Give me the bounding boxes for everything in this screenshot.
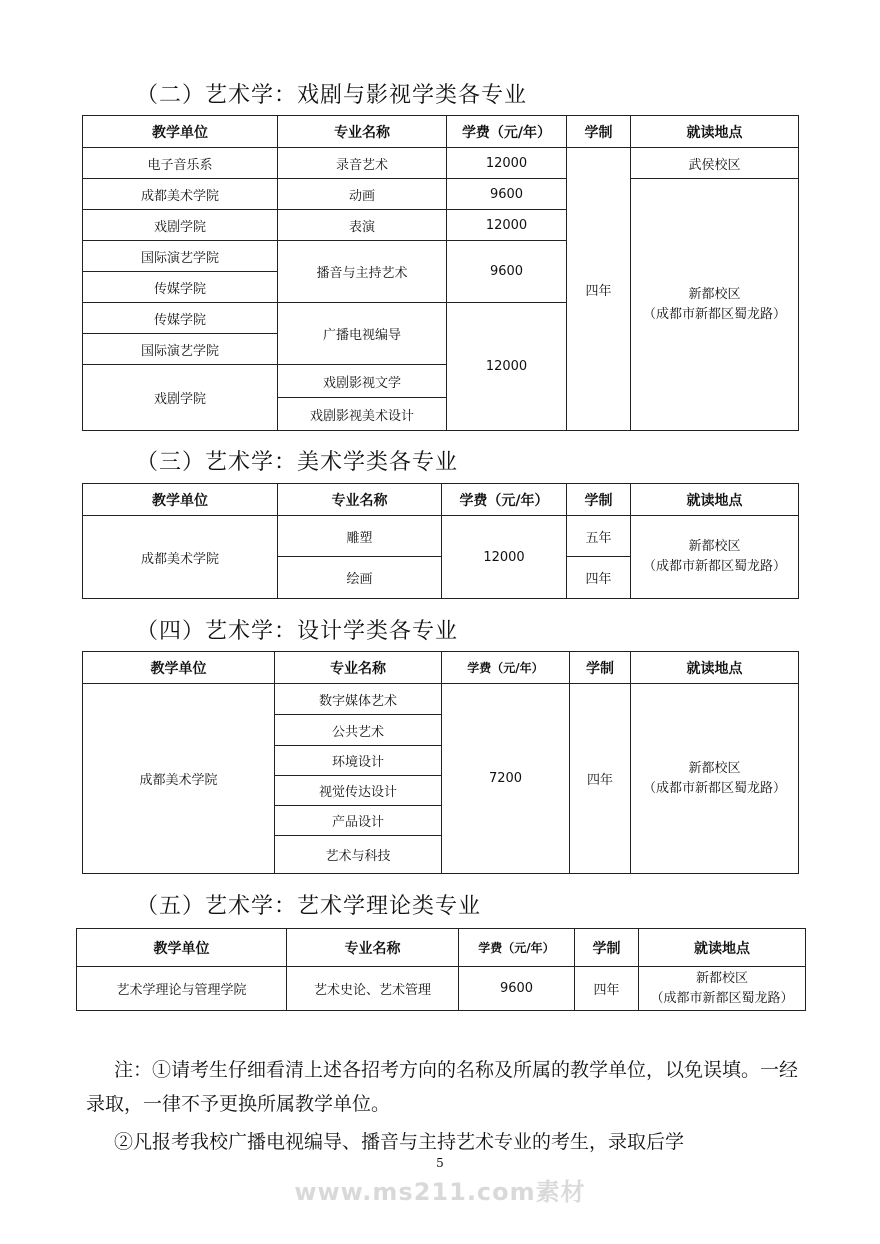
header-duration: 学制 <box>567 116 631 148</box>
header-location: 就读地点 <box>631 652 799 684</box>
location-name: 新都校区 <box>695 970 748 986</box>
header-major: 专业名称 <box>287 929 459 967</box>
duration-cell: 四年 <box>570 684 631 874</box>
fee-cell: 12000 <box>442 516 567 599</box>
fee-cell: 9600 <box>447 241 567 303</box>
location-address: （成都市新都区蜀龙路） <box>650 990 794 1006</box>
note-paragraph: ②凡报考我校广播电视编导、播音与主持艺术专业的考生，录取后学 <box>114 1131 685 1153</box>
major-cell: 公共艺术 <box>275 715 442 746</box>
unit-cell: 国际演艺学院 <box>83 334 278 365</box>
location-cell <box>639 967 806 1011</box>
major-cell: 数字媒体艺术 <box>275 684 442 715</box>
header-major: 专业名称 <box>275 652 442 684</box>
header-duration: 学制 <box>570 652 631 684</box>
unit-cell: 传媒学院 <box>83 303 278 334</box>
fine-arts-table <box>82 483 799 599</box>
unit-cell: 艺术学理论与管理学院 <box>77 967 287 1011</box>
location-name: 新都校区 <box>688 539 741 554</box>
major-cell: 视觉传达设计 <box>275 776 442 806</box>
design-table <box>82 651 799 874</box>
location-address: （成都市新都区蜀龙路） <box>642 306 786 322</box>
header-unit: 教学单位 <box>83 116 278 148</box>
fee-cell: 9600 <box>447 179 567 210</box>
unit-cell: 国际演艺学院 <box>83 241 278 272</box>
major-cell: 雕塑 <box>278 516 442 557</box>
duration-cell: 四年 <box>567 557 631 599</box>
location-cell <box>631 684 799 874</box>
notes <box>86 1053 798 1159</box>
header-fee: 学费（元/年） <box>442 484 567 516</box>
major-cell: 环境设计 <box>275 746 442 776</box>
watermark: www.ms211.com素材 <box>294 1178 586 1206</box>
major-cell: 播音与主持艺术 <box>278 241 447 303</box>
unit-cell: 成都美术学院 <box>83 516 278 599</box>
fee-cell: 7200 <box>442 684 570 874</box>
section-title: （五）艺术学：艺术学理论类专业 <box>136 894 482 919</box>
major-cell: 绘画 <box>278 557 442 599</box>
location-name: 新都校区 <box>688 286 741 302</box>
page-number: 5 <box>436 1156 444 1170</box>
header-major: 专业名称 <box>278 484 442 516</box>
major-cell: 艺术与科技 <box>275 836 442 874</box>
major-cell: 动画 <box>278 179 447 210</box>
location-address: （成都市新都区蜀龙路） <box>642 559 786 574</box>
header-unit: 教学单位 <box>83 652 275 684</box>
header-fee: 学费（元/年） <box>442 652 570 684</box>
note-paragraph: 注：①请考生仔细看清上述各招考方向的名称及所属的教学单位，以免误填。一经录取，一律不予更换所属教学单位。 <box>86 1059 799 1115</box>
duration-cell: 四年 <box>575 967 639 1011</box>
major-cell: 戏剧影视文学 <box>278 365 447 398</box>
location-cell <box>631 179 799 431</box>
fee-cell: 9600 <box>459 967 575 1011</box>
header-duration: 学制 <box>575 929 639 967</box>
duration-cell: 五年 <box>567 516 631 557</box>
major-cell: 录音艺术 <box>278 148 447 179</box>
location-address: （成都市新都区蜀龙路） <box>642 780 786 796</box>
major-cell: 表演 <box>278 210 447 241</box>
section-title: （四）艺术学：设计学类各专业 <box>136 619 459 644</box>
duration-cell: 四年 <box>567 148 631 431</box>
major-cell: 产品设计 <box>275 806 442 836</box>
major-cell: 艺术史论、艺术管理 <box>287 967 459 1011</box>
location-name: 新都校区 <box>688 760 741 776</box>
header-unit: 教学单位 <box>77 929 287 967</box>
header-fee: 学费（元/年） <box>447 116 567 148</box>
header-major: 专业名称 <box>278 116 447 148</box>
art-theory-table <box>76 928 806 1011</box>
fee-cell: 12000 <box>447 210 567 241</box>
unit-cell: 传媒学院 <box>83 272 278 303</box>
header-location: 就读地点 <box>631 116 799 148</box>
header-location: 就读地点 <box>631 484 799 516</box>
unit-cell: 戏剧学院 <box>83 210 278 241</box>
header-location: 就读地点 <box>639 929 806 967</box>
fee-cell: 12000 <box>447 148 567 179</box>
unit-cell: 成都美术学院 <box>83 684 275 874</box>
header-unit: 教学单位 <box>83 484 278 516</box>
major-cell: 广播电视编导 <box>278 303 447 365</box>
fee-cell: 12000 <box>447 303 567 431</box>
header-fee: 学费（元/年） <box>459 929 575 967</box>
unit-cell: 电子音乐系 <box>83 148 278 179</box>
section-title: （三）艺术学：美术学类各专业 <box>136 450 459 475</box>
major-cell: 戏剧影视美术设计 <box>278 398 447 431</box>
location-cell: 武侯校区 <box>631 148 799 179</box>
unit-cell: 戏剧学院 <box>83 365 278 431</box>
location-cell <box>631 516 799 599</box>
section-title: （二）艺术学：戏剧与影视学类各专业 <box>136 83 528 108</box>
drama-film-table <box>82 115 799 431</box>
unit-cell: 成都美术学院 <box>83 179 278 210</box>
header-duration: 学制 <box>567 484 631 516</box>
